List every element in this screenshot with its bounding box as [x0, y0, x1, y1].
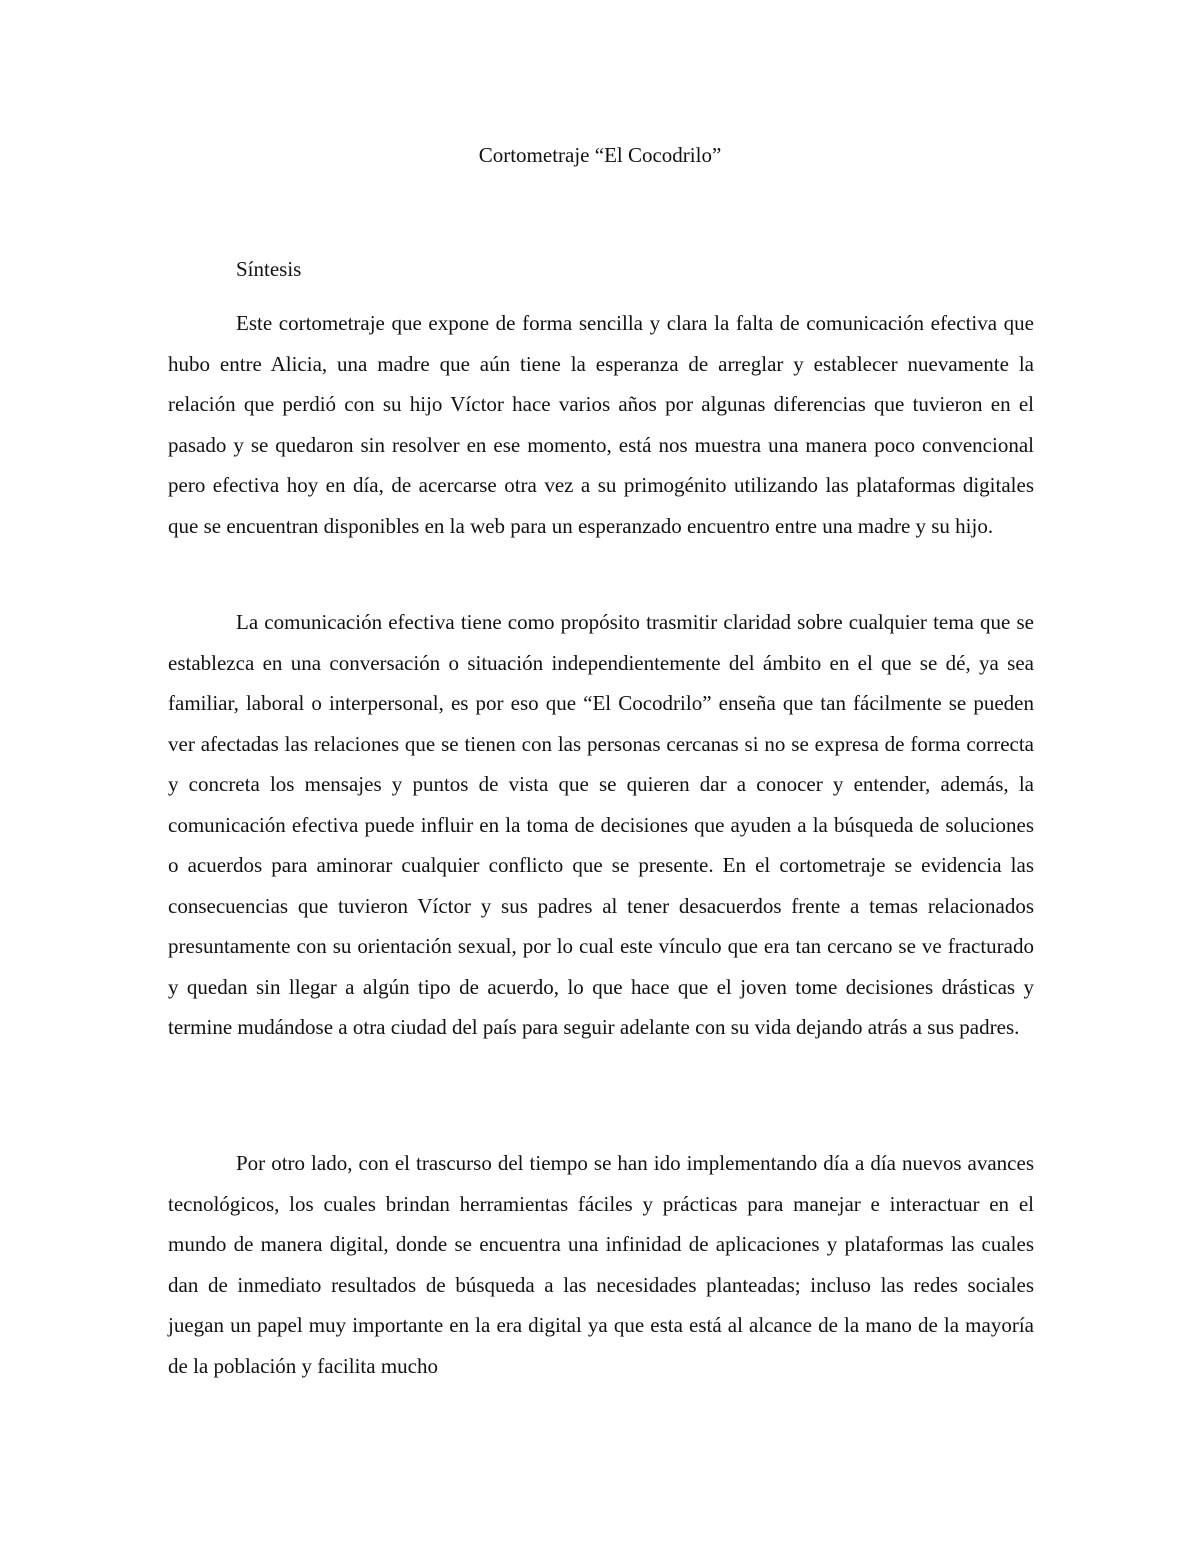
paragraph-2: La comunicación efectiva tiene como propósito trasmitir claridad sobre cualquier tema que se establezca en una conversación o situación independientemente del ámbito en el que se dé, ya sea familiar, laboral o interpersonal, es por eso que “El Cocodrilo” enseña que tan fácilmente se pueden ver afectadas las relaciones que se tienen con las personas cercanas si no se expresa de forma correcta y concreta los mensajes y puntos de vista que se quieren dar a conocer y entender, además, la comunicación efectiva puede influir en la toma de decisiones que ayuden a la búsqueda de soluciones o acuerdos para aminorar cualquier conflicto que se presente. En el cortometraje se evidencia las consecuencias que tuvieron Víctor y sus padres al tener desacuerdos frente a temas relacionados presuntamente con su orientación sexual, por lo cual este vínculo que era tan cercano se ve fracturado y quedan sin llegar a algún tipo de acuerdo, lo que hace que el joven tome decisiones drásticas y termine mudándose a otra ciudad del país para seguir adelante con su vida dejando atrás a sus padres. [168, 610, 1034, 1039]
paragraph-3: Por otro lado, con el trascurso del tiempo se han ido implementando día a día nuevos avances tecnológicos, los cuales brindan herramientas fáciles y prácticas para manejar e interactuar en el mundo de manera digital, donde se encuentra una infinidad de aplicaciones y plataformas las cuales dan de inmediato resultados de búsqueda a las necesidades planteadas; incluso las redes sociales juegan un papel muy importante en la era digital ya que esta está al alcance de la mano de la mayoría de la población y facilita mucho [168, 1151, 1034, 1378]
section-heading: Síntesis [236, 257, 302, 281]
paragraph-1: Este cortometraje que expone de forma sencilla y clara la falta de comunicación efectiva que hubo entre Alicia, una madre que aún tiene la esperanza de arreglar y establecer nuevamente la relación que perdió con su hijo Víctor hace varios años por algunas diferencias que tuvieron en el pasado y se quedaron sin resolver en ese momento, está nos muestra una manera poco convencional pero efectiva hoy en día, de acercarse otra vez a su primogénito utilizando las plataformas digitales que se encuentran disponibles en la web para un esperanzado encuentro entre una madre y su hijo. [168, 311, 1034, 538]
document-title: Cortometraje “El Cocodrilo” [478, 143, 722, 167]
